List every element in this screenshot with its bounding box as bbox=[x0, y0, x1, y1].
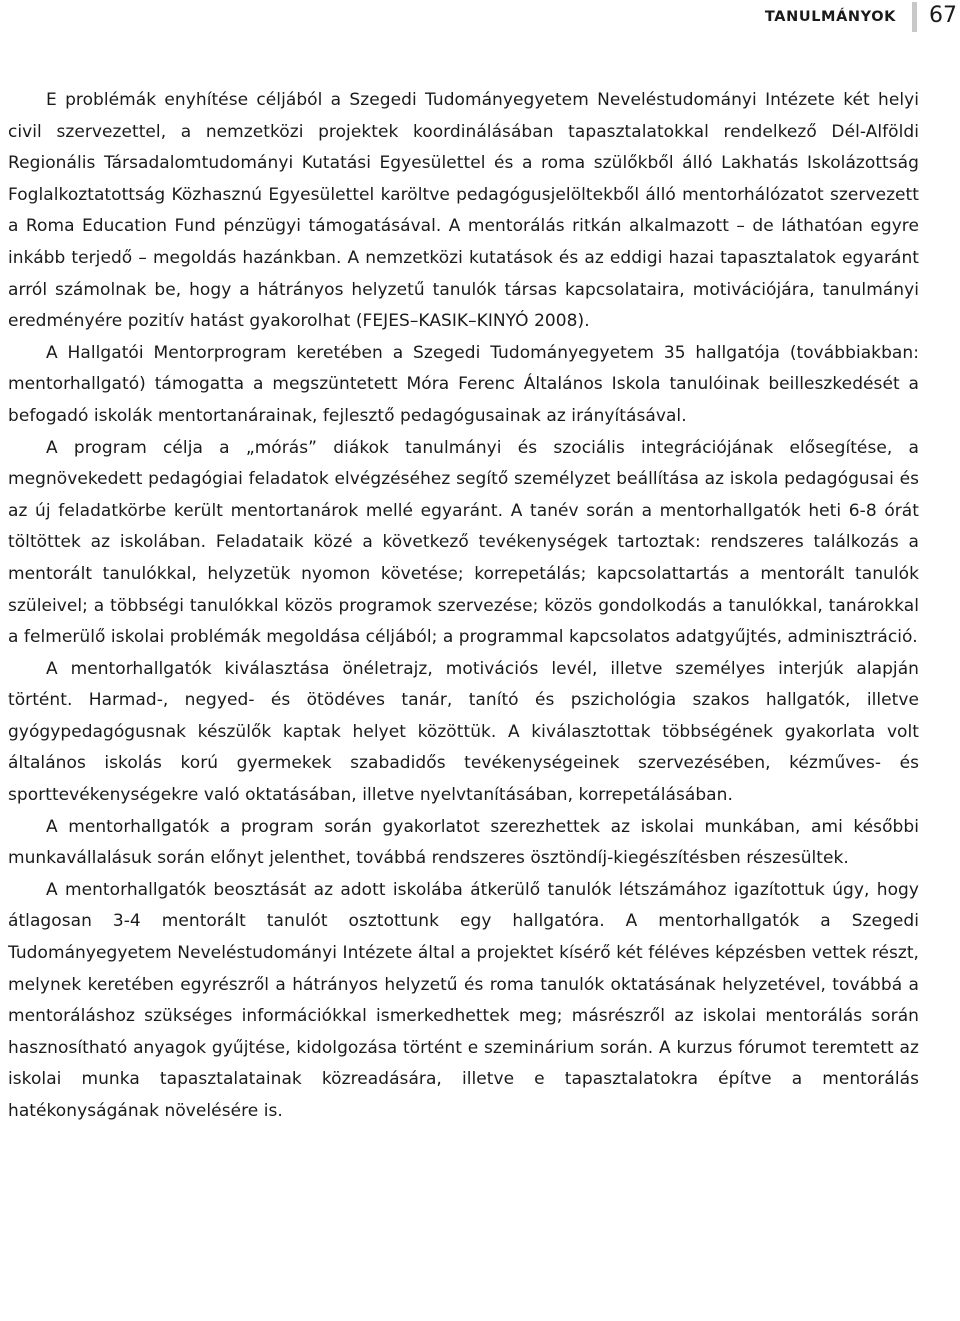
section-label: TANULMÁNYOK bbox=[764, 9, 896, 25]
paragraph-2: A Hallgatói Mentorprogram keretében a Szegedi Tudományegyetem 35 hallgatója (továbbiakban: mentorhallgató) támogatta a megszüntetett Móra Ferenc Általános Iskola tanulóinak beilleszkedését a befogadó iskolák mentortanárainak, fejlesztő pedagógusainak az irányításával. bbox=[8, 342, 919, 426]
paragraph-5: A mentorhallgatók a program során gyakorlatot szerezhettek az iskolai munkában, ami későbbi munkavállalásuk során előnyt jelenthet, továbbá rendszeres ösztöndíj-kiegészítésben részesültek. bbox=[8, 816, 919, 869]
paragraph-3: A program célja a „mórás” diákok tanulmányi és szociális integrációjának elősegítése, a megnövekedett pedagógiai feladatok elvégzéséhez segítő személyzet beállítása az iskola pedagógusai és az új feladatkörbe került mentortanárok mellé egyaránt. A tanév során a mentorhallgatók heti 6-8 órát töltöttek az iskolában. Feladataik közé a következő tevékenységek tartoztak: rendszeres találkozás a mentorált tanulókkal, helyzetük nyomon követése; korrepetálás; kapcsolattartás a mentorált tanulók szüleivel; a többségi tanulókkal közös programok szervezése; közös gondolkodás a tanulókkal, tanárokkal a felmerülő iskolai problémák megoldása céljából; a programmal kapcsolatos adatgyűjtés, adminisztráció. bbox=[8, 437, 919, 648]
header-divider bbox=[912, 2, 917, 32]
page-header bbox=[0, 0, 960, 40]
paragraph-1: E problémák enyhítése céljából a Szegedi Tudományegyetem Neveléstudományi Intézete két helyi civil szervezettel, a nemzetközi projektek koordinálásában tapasztalatokkal rendelkező Dél-Alföldi Regionális Társadalomtudományi Kutatási Egyesülettel és a roma szülőkből álló Lakhatás Iskolázottság Foglalkoztatottság Közhasznú Egyesülettel karöltve pedagógusjelöltekből álló mentorhálózatot szervezett a Roma Education Fund pénzügyi támogatásával. A mentorálás ritkán alkalmazott – de láthatóan egyre inkább terjedő – megoldás hazánkban. A nemzetközi kutatások és az eddigi hazai tapasztalatok egyaránt arról számolnak be, hogy a hátrányos helyzetű tanulók társas kapcsolataira, motivációjára, tanulmányi eredményére pozitív hatást gyakorolhat (FEJES–KASIK–KINYÓ 2008). bbox=[8, 90, 919, 332]
paragraph-6: A mentorhallgatók beosztását az adott iskolába átkerülő tanulók létszámához igazítottuk úgy, hogy átlagosan 3-4 mentorált tanulót osztottunk egy hallgatóra. A mentorhallgatók a Szegedi Tudományegyetem Neveléstudományi Intézete által a projektet kísérő két féléves képzésben vettek részt, melynek keretében egyrészről a hátrányos helyzetű és roma tanulók oktatásának helyzetével, továbbá a mentoráláshoz szükséges információkkal ismerkedhettek meg; másrészről az iskolai mentorálás során hasznosítható anyagok gyűjtése, kidolgozása történt e szeminárium során. A kurzus fórumot teremtett az iskolai munka tapasztalatainak közreadására, illetve e tapasztalatokra építve a mentorálás hatékonyságának növelésére is. bbox=[8, 879, 919, 1121]
paragraph-4: A mentorhallgatók kiválasztása önéletrajz, motivációs levél, illetve személyes interjúk alapján történt. Harmad-, negyed- és ötödéves tanár, tanító és pszichológia szakos hallgatók, illetve gyógypedagógusnak készülők kaptak helyet közöttük. A kiválasztottak többségének gyakorlata volt általános iskolás korú gyermekek szabadidős tevékenységeinek szervezésében, kézműves- és sporttevékenységekre való oktatásában, illetve nyelvtanításában, korrepetálásában. bbox=[8, 658, 919, 806]
article-body bbox=[8, 85, 919, 1128]
page-number: 67 bbox=[929, 3, 957, 28]
